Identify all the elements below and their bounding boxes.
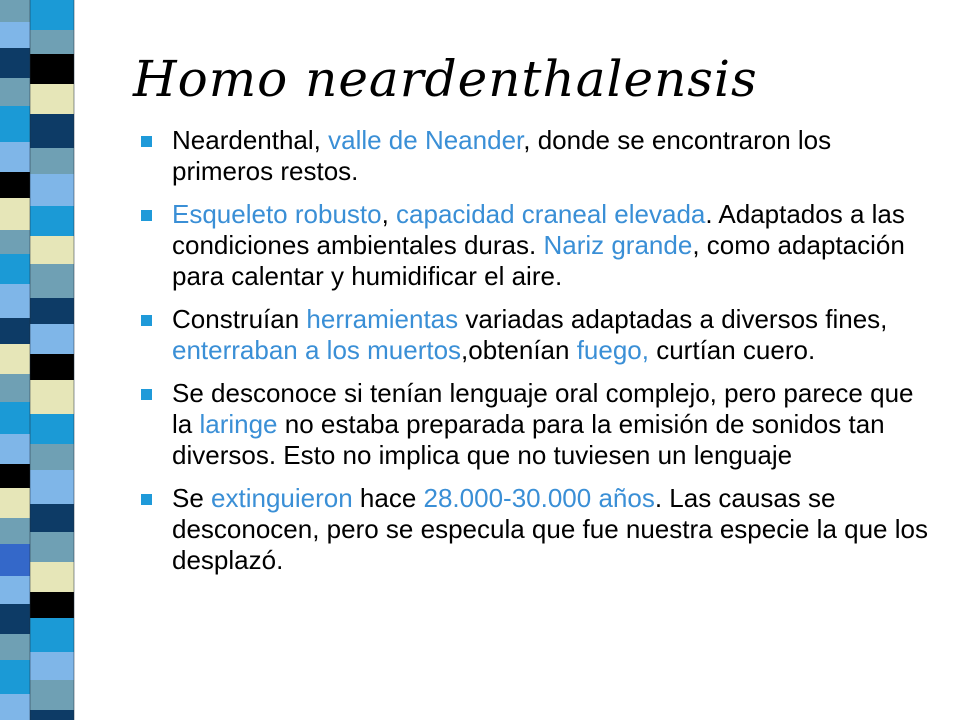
stripe-band — [30, 174, 74, 206]
body-text: curtían cuero. — [649, 335, 816, 365]
body-text: ,obtenían — [461, 335, 577, 365]
stripe-band — [30, 148, 74, 174]
square-bullet-icon — [141, 494, 152, 505]
stripe-separator — [29, 0, 31, 720]
stripe-band — [30, 298, 74, 324]
body-text: Se desconoce si tenían lenguaje oral complejo, pero parece que la — [172, 378, 914, 439]
stripe-band — [0, 544, 30, 576]
stripe-band — [0, 374, 30, 402]
stripe-band — [0, 254, 30, 284]
stripe-band — [30, 114, 74, 148]
stripe-band — [30, 0, 74, 30]
body-text: , donde se encontraron los primeros restos. — [172, 125, 832, 186]
stripe-band — [30, 414, 74, 444]
bullet-item — [133, 483, 933, 576]
stripe-band — [0, 604, 30, 634]
stripe-band — [30, 652, 74, 680]
stripe-band — [0, 0, 30, 22]
stripe-band — [30, 562, 74, 592]
bullet-list — [133, 125, 933, 588]
stripe-band — [30, 710, 74, 720]
stripe-band — [30, 618, 74, 652]
highlighted-text: capacidad craneal elevada — [396, 199, 706, 229]
bullet-item — [133, 199, 933, 292]
stripe-band — [0, 230, 30, 254]
stripe-band — [0, 22, 30, 48]
body-text: variadas adaptadas a diversos fines, — [458, 304, 888, 334]
stripe-band — [0, 344, 30, 374]
square-bullet-icon — [141, 136, 152, 147]
highlighted-text: extinguieron — [211, 483, 353, 513]
bullet-item — [133, 304, 933, 366]
body-text: , como adaptación para calentar y humidificar el aire. — [172, 230, 905, 291]
stripe-band — [30, 54, 74, 84]
highlighted-text: Esqueleto robusto — [172, 199, 382, 229]
stripe-band — [30, 264, 74, 298]
stripe-band — [0, 464, 30, 488]
stripe-band — [30, 84, 74, 114]
body-text: Construían — [172, 304, 307, 334]
stripe-band — [0, 434, 30, 464]
stripe-band — [30, 680, 74, 710]
stripe-band — [30, 30, 74, 54]
bullet-item — [133, 125, 933, 187]
stripe-band — [30, 380, 74, 414]
stripe-band — [0, 198, 30, 230]
decorative-stripe — [0, 0, 104, 720]
highlighted-text: 28.000-30.000 años — [423, 483, 655, 513]
stripe-band — [30, 206, 74, 236]
highlighted-text: Nariz grande — [543, 230, 693, 260]
stripe-band — [0, 660, 30, 694]
stripe-band — [0, 402, 30, 434]
stripe-band — [0, 78, 30, 106]
bullet-item — [133, 378, 933, 471]
body-text: Neardenthal, — [172, 125, 329, 155]
stripe-band — [30, 504, 74, 532]
square-bullet-icon — [141, 210, 152, 221]
highlighted-text: herramientas — [306, 304, 459, 334]
highlighted-text: valle de Neander — [328, 125, 524, 155]
highlighted-text: laringe — [199, 409, 278, 439]
stripe-band — [0, 142, 30, 172]
stripe-band — [30, 592, 74, 618]
stripe-band — [30, 444, 74, 470]
stripe-band — [0, 576, 30, 604]
stripe-separator — [73, 0, 75, 720]
square-bullet-icon — [141, 389, 152, 400]
highlighted-text: fuego, — [576, 335, 649, 365]
stripe-band — [86, 0, 104, 720]
stripe-band — [30, 470, 74, 504]
highlighted-text: enterraban a los muertos — [172, 335, 462, 365]
stripe-band — [0, 634, 30, 660]
stripe-band — [30, 354, 74, 380]
body-text: hace — [352, 483, 424, 513]
stripe-band — [0, 694, 30, 720]
body-text: . Adaptados a las condiciones ambientales duras. — [172, 199, 905, 260]
stripe-band — [0, 172, 30, 198]
stripe-band — [0, 518, 30, 544]
stripe-band — [0, 318, 30, 344]
stripe-band — [30, 324, 74, 354]
stripe-band — [0, 106, 30, 142]
slide-title: Homo neardenthalensis — [133, 50, 758, 108]
body-text: , — [381, 199, 397, 229]
body-text: no estaba preparada para la emisión de sonidos tan diversos. Esto no implica que no tuviesen un lenguaje — [172, 409, 885, 470]
stripe-band — [30, 532, 74, 562]
stripe-band — [30, 236, 74, 264]
body-text: Se — [172, 483, 212, 513]
stripe-band — [0, 48, 30, 78]
square-bullet-icon — [141, 315, 152, 326]
body-text: . Las causas se desconocen, pero se especula que fue nuestra especie la que los desplazó. — [172, 483, 928, 575]
stripe-band — [0, 488, 30, 518]
stripe-band — [0, 284, 30, 318]
